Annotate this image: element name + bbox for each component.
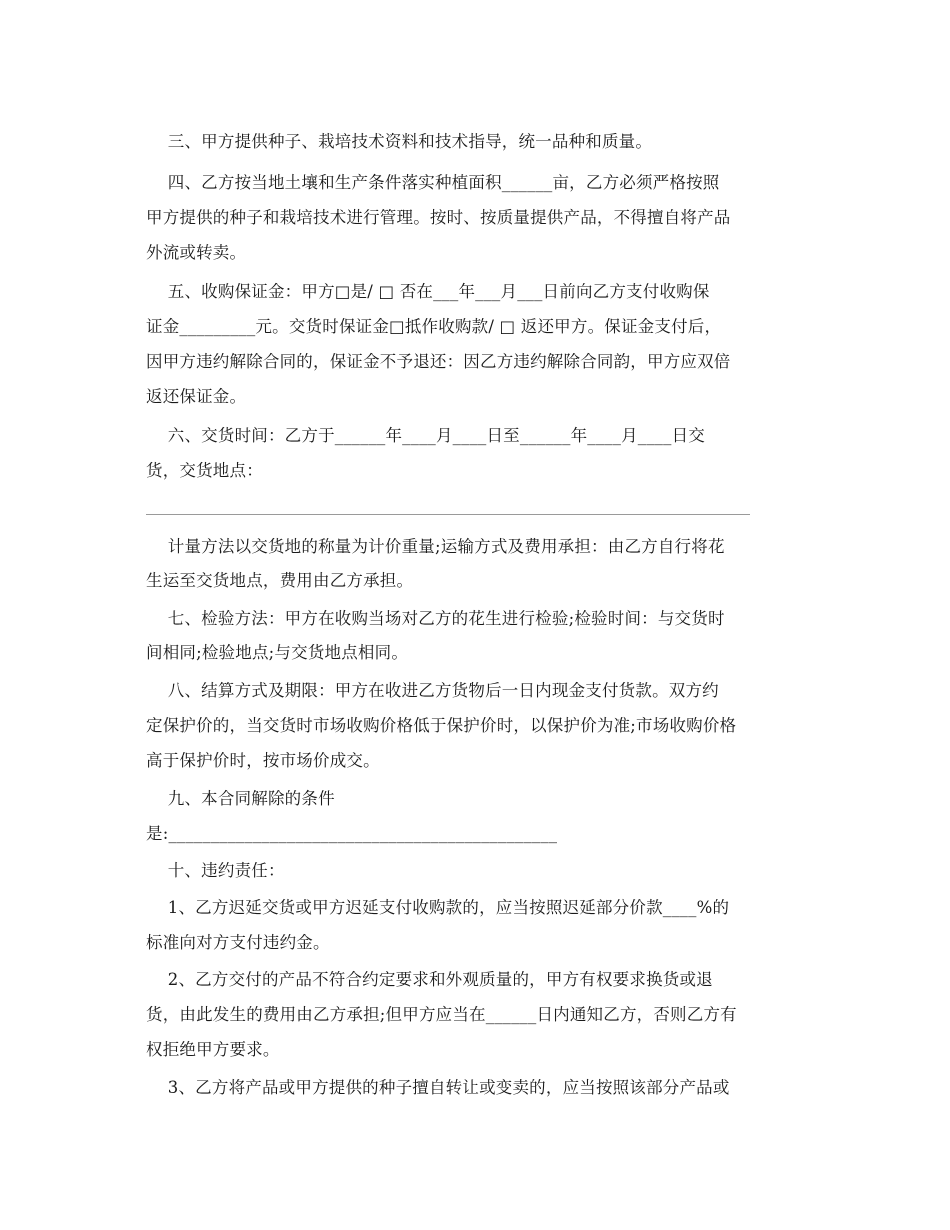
text-line: 因甲方违约解除合同的，保证金不予退还：因乙方违约解除合同韵，甲方应双倍	[146, 352, 731, 371]
text-line: 定保护价的，当交货时市场收购价格低于保护价时，以保护价为准;市场收购价格	[146, 716, 737, 735]
delivery-location-blank-line	[146, 514, 750, 515]
text-line: 外流或转卖。	[146, 243, 247, 262]
text-line: 间相同;检验地点;与交货地点相同。	[146, 643, 409, 662]
text-line: 三、甲方提供种子、栽培技术资料和技术指导，统一品种和质量。	[146, 132, 653, 151]
text-line: 货，交货地点：	[146, 461, 263, 480]
text-line: 八、结算方式及期限：甲方在收进乙方货物后一日内现金支付货款。双方约	[146, 681, 719, 700]
text-line: 十、违约责任：	[146, 861, 285, 880]
text-line: 货，由此发生的费用由乙方承担;但甲方应当在______日内通知乙方，否则乙方有	[146, 1005, 737, 1024]
text-line: 1、乙方迟延交货或甲方迟延支付收购款的，应当按照迟延部分价款____%的	[146, 898, 730, 917]
text-line: 高于保护价时，按市场价成交。	[146, 751, 380, 770]
text-line: 七、检验方法：甲方在收购当场对乙方的花生进行检验;检验时间：与交货时	[146, 609, 725, 628]
text-line: 甲方提供的种子和栽培技术进行管理。按时、按质量提供产品，不得擅自将产品	[146, 208, 731, 227]
text-line: 五、收购保证金：甲方□是/ □ 否在___年___月___日前向乙方支付收购保	[146, 282, 710, 301]
text-line: 3、乙方将产品或甲方提供的种子擅自转让或变卖的，应当按照该部分产品或	[146, 1078, 730, 1097]
text-line: 返还保证金。	[146, 387, 247, 406]
text-line: 证金_________元。交货时保证金□抵作收购款/ □ 返还甲方。保证金支付后，	[146, 317, 722, 336]
text-line: 2、乙方交付的产品不符合约定要求和外观质量的，甲方有权要求换货或退	[146, 970, 713, 989]
text-line: 计量方法以交货地的称量为计价重量;运输方式及费用承担：由乙方自行将花	[146, 537, 725, 556]
text-line: 四、乙方按当地土壤和生产条件落实种植面积______亩，乙方必须严格按照	[146, 173, 720, 192]
text-line: 标准向对方支付违约金。	[146, 933, 330, 952]
text-line: 是:______________________________________________	[146, 824, 558, 843]
text-line: 六、交货时间：乙方于______年____月____日至______年____月____日交	[146, 426, 705, 445]
text-line: 九、本合同解除的条件	[146, 789, 335, 808]
text-line: 权拒绝甲方要求。	[146, 1040, 280, 1059]
text-line: 生运至交货地点，费用由乙方承担。	[146, 571, 414, 590]
